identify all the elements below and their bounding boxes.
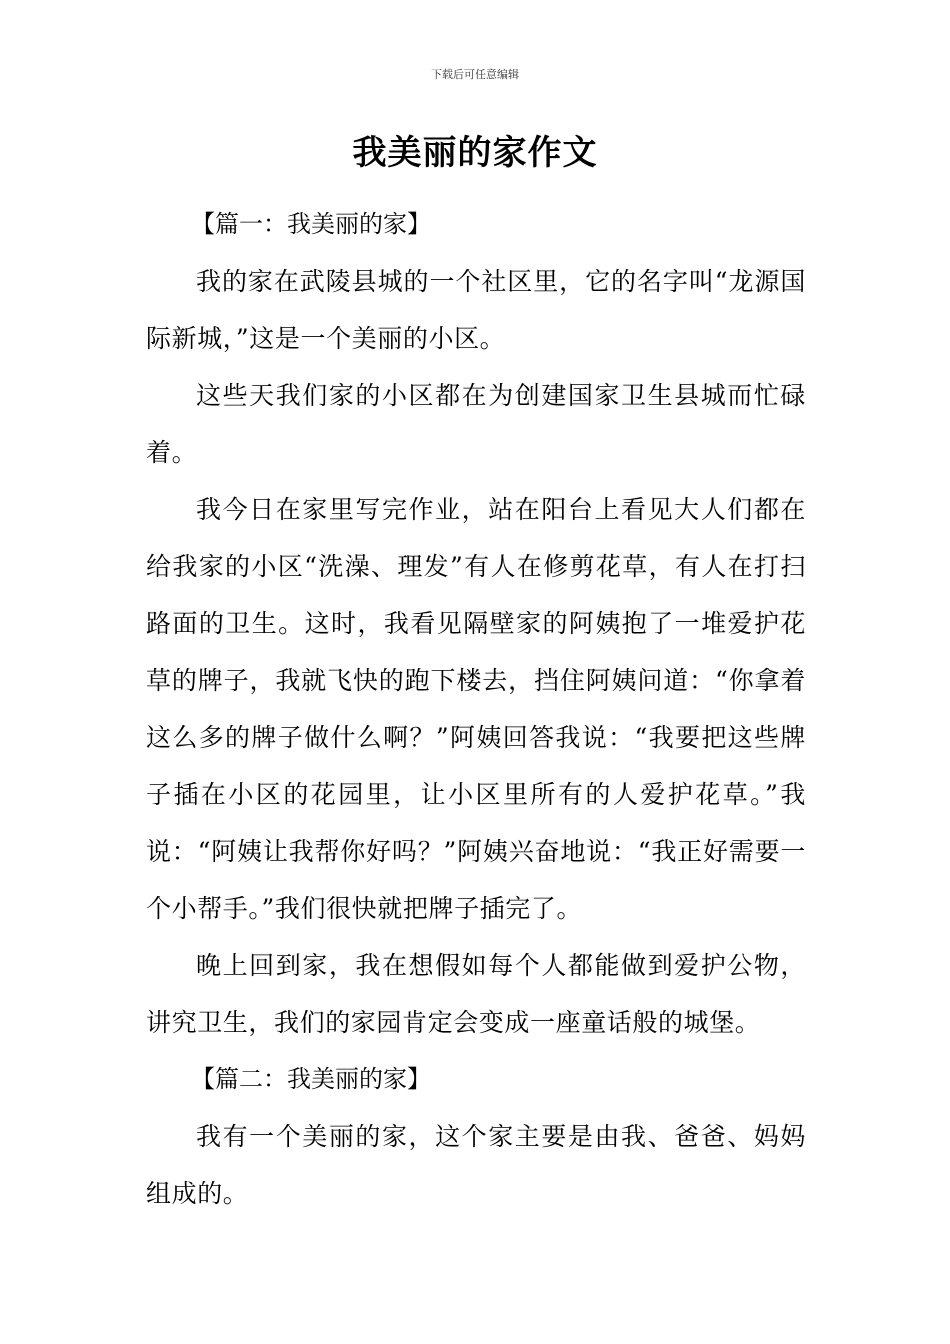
paragraph: 晚上回到家，我在想假如每个人都能做到爱护公物，讲究卫生，我们的家园肯定会变成一座童话般的城堡。: [146, 951, 806, 1037]
page-title: 我美丽的家作文: [352, 133, 598, 173]
paragraph: 我今日在家里写完作业，站在阳台上看见大人们都在给我家的小区“洗澡、理发”有人在修剪花草，有人在打扫路面的卫生。这时，我看见隔壁家的阿姨抱了一堆爱护花草的牌子，我就飞快的跑下楼去，挡住阿姨问道：“你拿着这么多的牌子做什么啊？”阿姨回答我说：“我要把这些牌子插在小区的花园里，让小区里所有的人爱护花草。”我说：“阿姨让我帮你好吗？”阿姨兴奋地说：“我正好需要一个小帮手。”我们很快就把牌子插完了。: [146, 495, 806, 923]
header-note: 下载后可任意编辑: [431, 68, 519, 81]
section-heading: 【篇二：我美丽的家】: [191, 1065, 431, 1093]
paragraph: 这些天我们家的小区都在为创建国家卫生县城而忙碌着。: [146, 381, 806, 467]
document-body: [146, 196, 806, 1222]
paragraph: 我有一个美丽的家，这个家主要是由我、爸爸、妈妈组成的。: [146, 1122, 806, 1208]
section-heading: 【篇一：我美丽的家】: [191, 210, 431, 238]
paragraph: 我的家在武陵县城的一个社区里，它的名字叫“龙源国际新城，”这是一个美丽的小区。: [146, 267, 806, 353]
